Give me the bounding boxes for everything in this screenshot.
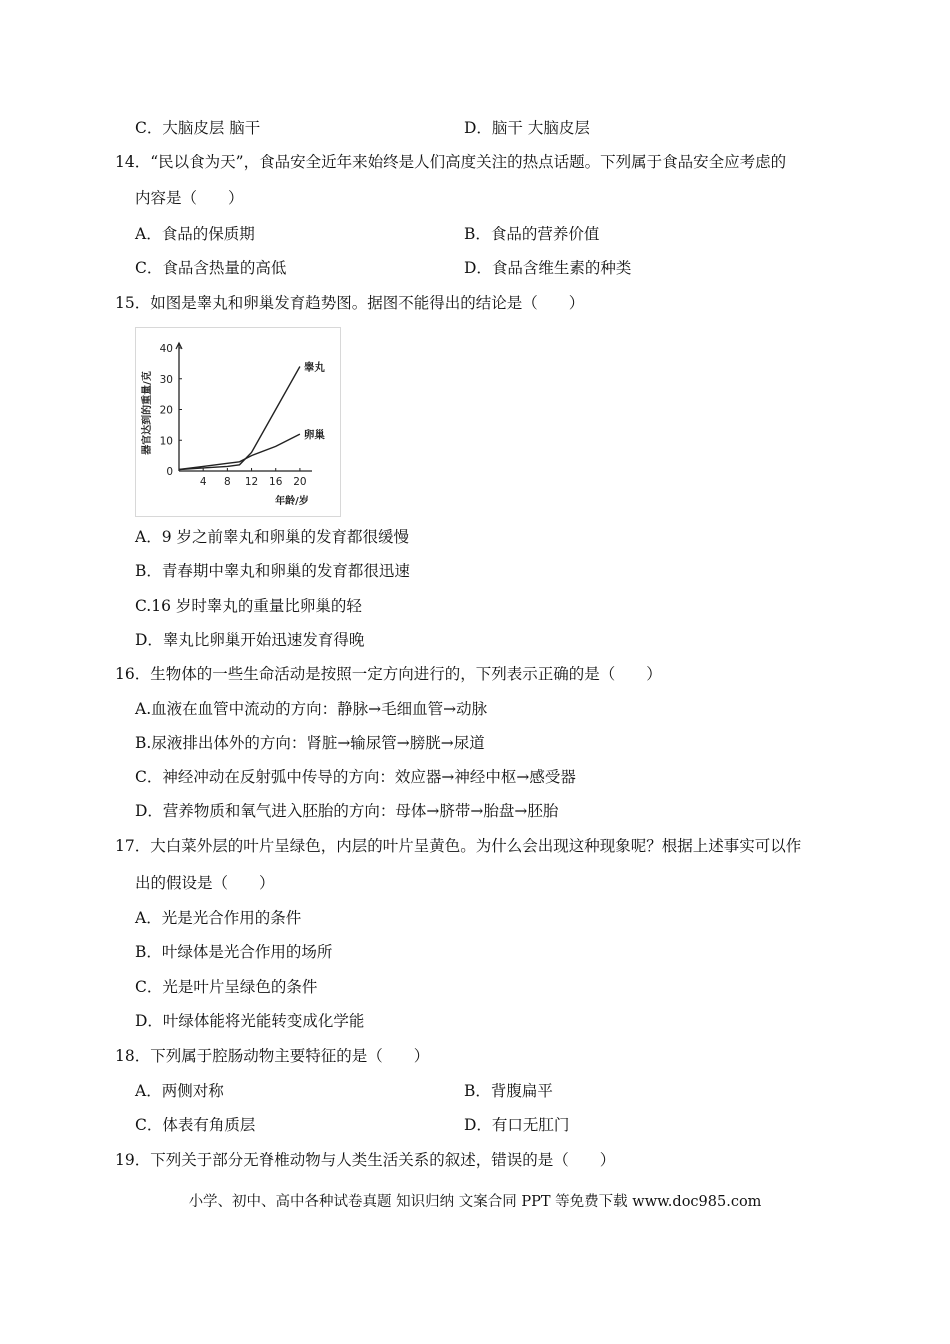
q13-option-d: D．脑干 大脑皮层 — [464, 119, 590, 137]
y-tick-label: 0 — [166, 466, 173, 478]
x-tick-label: 12 — [244, 476, 259, 488]
q15-option-b: B．青春期中睾丸和卵巢的发育都很迅速 — [135, 562, 410, 580]
q14-option-d: D．食品含维生素的种类 — [464, 259, 632, 277]
q17-stem-line1: 17．大白菜外层的叶片呈绿色，内层的叶片呈黄色。为什么会出现这种现象呢？根据上述事实可以作 — [115, 837, 802, 855]
q15-option-a: A．9 岁之前睾丸和卵巢的发育都很缓慢 — [135, 528, 409, 546]
x-axis-label: 年龄/岁 — [275, 496, 309, 507]
q18-option-b: B．背腹扁平 — [464, 1082, 553, 1100]
testis-label: 睾丸 — [303, 361, 325, 374]
q15-stem: 15．如图是睾丸和卵巢发育趋势图。据图不能得出的结论是（ ） — [115, 294, 585, 312]
growth-trend-figure — [135, 327, 341, 517]
page-footer: 小学、初中、高中各种试卷真题 知识归纳 文案合同 PPT 等免费下载 www.doc985.com — [188, 1194, 762, 1210]
q17-option-a: A．光是光合作用的条件 — [135, 909, 302, 927]
q17-option-d: D．叶绿体能将光能转变成化学能 — [135, 1012, 365, 1030]
q17-option-c: C．光是叶片呈绿色的条件 — [135, 978, 318, 996]
q18-stem: 18．下列属于腔肠动物主要特征的是（ ） — [115, 1047, 430, 1065]
q17-stem-line2: 出的假设是（ ） — [135, 874, 275, 892]
x-tick-label: 4 — [199, 476, 207, 488]
x-tick-label: 8 — [224, 476, 231, 488]
y-tick-label: 30 — [159, 373, 173, 386]
q16-option-c: C．神经冲动在反射弧中传导的方向：效应器→神经中枢→感受器 — [135, 768, 576, 786]
y-axis-label: 器官达到的重量/克 — [142, 371, 153, 455]
q16-option-d: D．营养物质和氧气进入胚胎的方向：母体→脐带→胎盘→胚胎 — [135, 802, 559, 820]
q16-option-b: B.尿液排出体外的方向：肾脏→输尿管→膀胱→尿道 — [135, 734, 485, 752]
y-tick-label: 10 — [159, 435, 173, 448]
x-tick-label: 20 — [293, 476, 307, 488]
growth-trend-chart — [136, 328, 340, 516]
y-tick-label: 20 — [159, 404, 173, 417]
ovary-label: 卵巢 — [303, 429, 325, 442]
y-tick-label: 40 — [159, 343, 173, 355]
q14-stem-line1: 14．“民以食为天”，食品安全近年来始终是人们高度关注的热点话题。下列属于食品安全应考虑的 — [115, 153, 787, 171]
q17-option-b: B．叶绿体是光合作用的场所 — [135, 943, 333, 961]
q14-stem-line2: 内容是（ ） — [135, 189, 244, 207]
q16-stem: 16．生物体的一些生命活动是按照一定方向进行的，下列表示正确的是（ ） — [115, 665, 662, 683]
q14-option-a: A．食品的保质期 — [135, 225, 255, 243]
q13-option-c: C．大脑皮层 脑干 — [135, 119, 261, 137]
q14-option-c: C．食品含热量的高低 — [135, 259, 287, 277]
x-tick-label: 16 — [269, 476, 283, 488]
q16-option-a: A.血液在血管中流动的方向：静脉→毛细血管→动脉 — [135, 700, 488, 718]
q18-option-c: C．体表有角质层 — [135, 1116, 256, 1134]
q14-option-b: B．食品的营养价值 — [464, 225, 600, 243]
q15-option-d: D．睾丸比卵巢开始迅速发育得晚 — [135, 631, 365, 649]
q15-option-c: C.16 岁时睾丸的重量比卵巢的轻 — [135, 597, 362, 615]
q19-stem: 19．下列关于部分无脊椎动物与人类生活关系的叙述，错误的是（ ） — [115, 1151, 616, 1169]
q18-option-a: A．两侧对称 — [135, 1082, 224, 1100]
q18-option-d: D．有口无肛门 — [464, 1116, 570, 1134]
testis-line — [179, 367, 300, 470]
